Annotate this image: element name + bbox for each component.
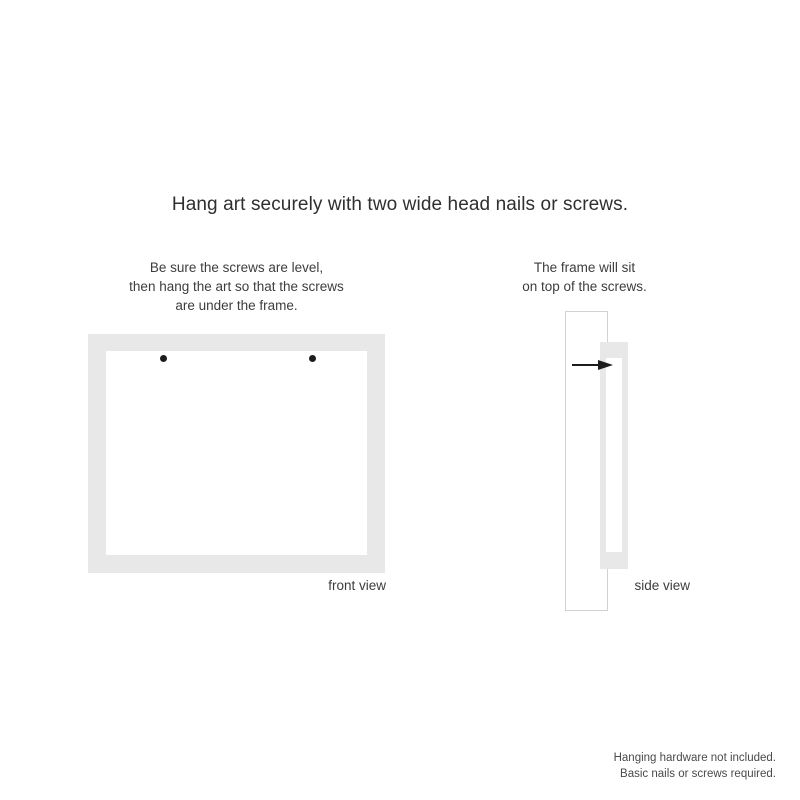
page-title: Hang art securely with two wide head nails or screws. <box>171 194 629 215</box>
side-caption-line-2: on top of the screws. <box>522 279 647 294</box>
screw-dot-left-icon <box>160 355 167 362</box>
front-caption-line-2: then hang the art so that the screws <box>129 279 344 294</box>
side-view-frame-inner <box>606 358 622 552</box>
front-caption-line-3: are under the frame. <box>175 298 298 313</box>
side-view-frame <box>600 342 628 569</box>
nail-head-icon <box>598 360 613 370</box>
footnote <box>614 750 776 782</box>
screw-dot-right-icon <box>309 355 316 362</box>
side-caption-line-1: The frame will sit <box>533 260 636 275</box>
front-view-frame <box>88 334 385 573</box>
footnote-line-1: Hanging hardware not included. <box>613 752 776 764</box>
front-view-mat <box>106 351 367 555</box>
front-view-label: front view <box>328 578 386 593</box>
front-view-caption <box>88 258 385 315</box>
side-view-caption <box>497 258 672 296</box>
side-view-label: side view <box>634 578 690 593</box>
footnote-line-2: Basic nails or screws required. <box>620 768 776 780</box>
front-caption-line-1: Be sure the screws are level, <box>149 260 324 275</box>
